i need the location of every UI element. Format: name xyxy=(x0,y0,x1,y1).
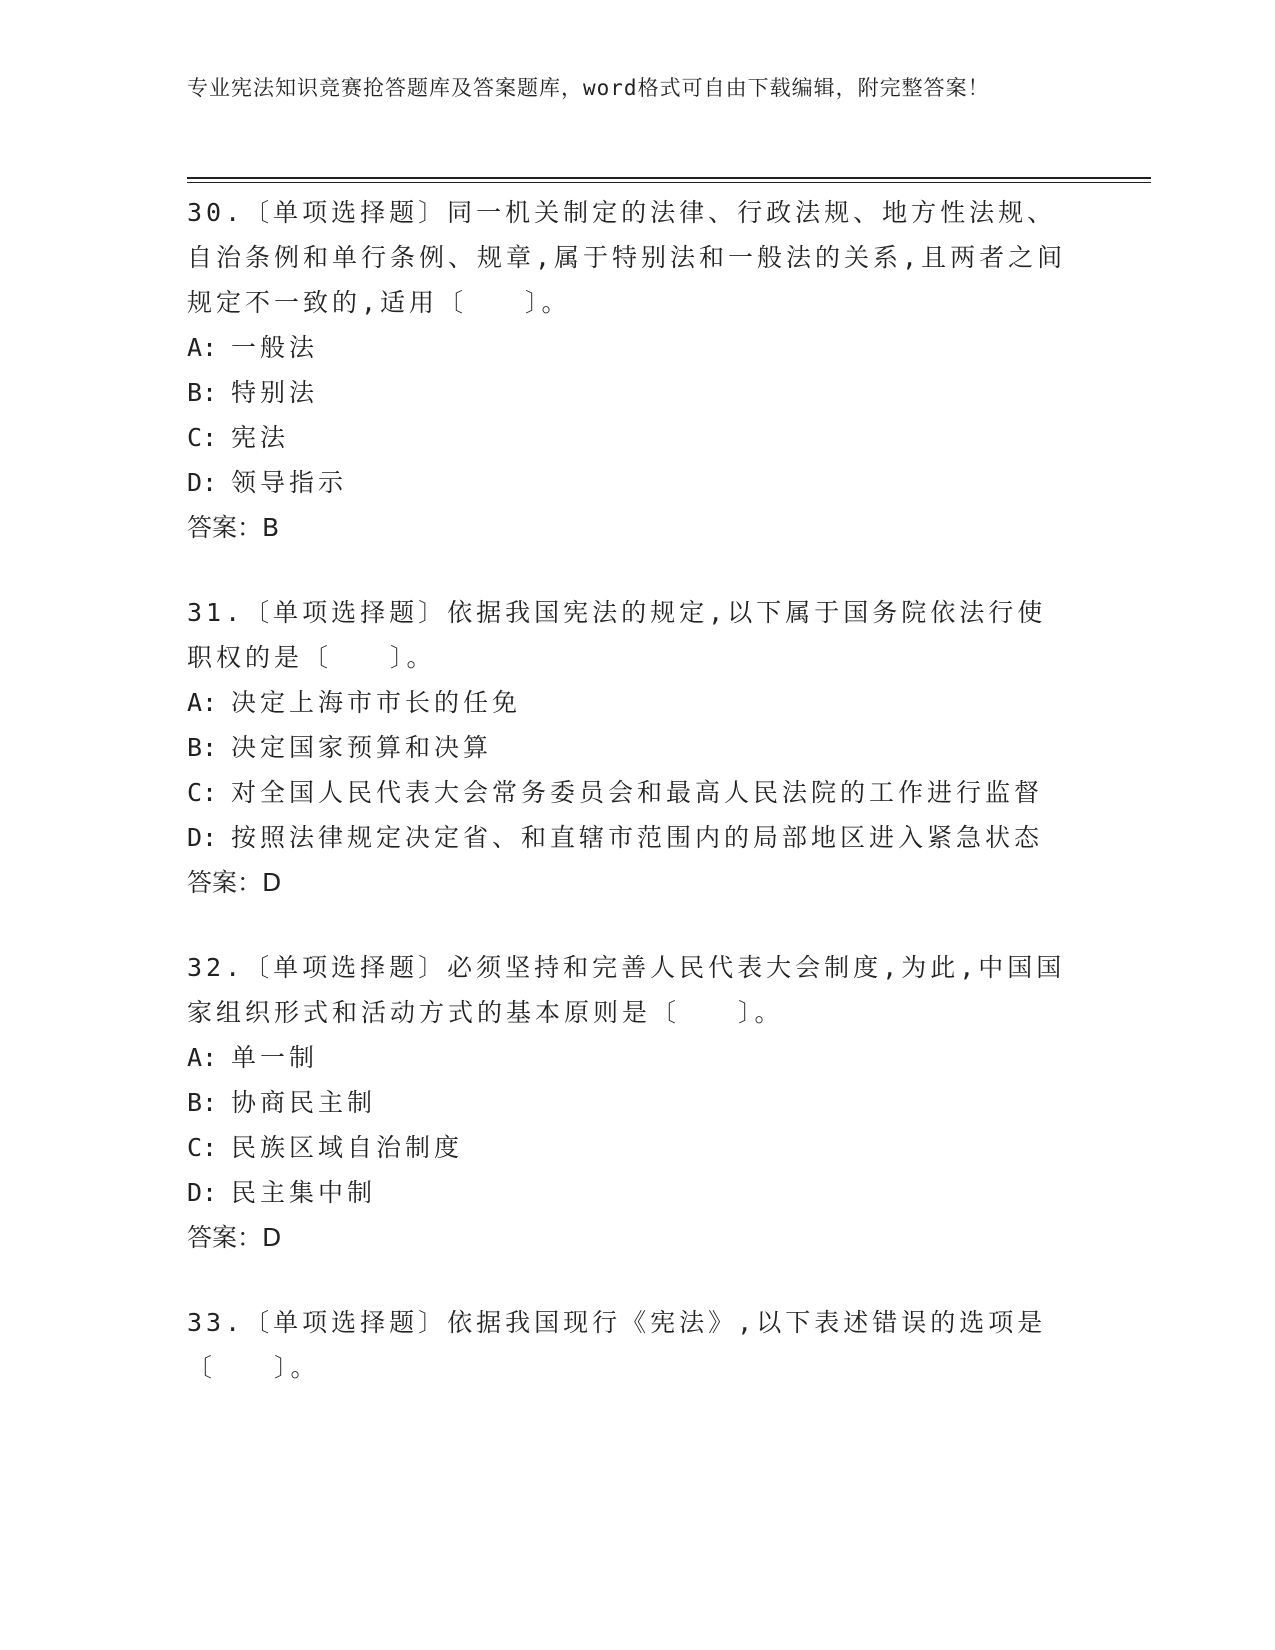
option-key: C: xyxy=(187,778,218,807)
option-text: 民主集中制 xyxy=(231,1178,377,1207)
option-text: 领导指示 xyxy=(231,468,348,497)
option-c xyxy=(187,415,1087,460)
option-text: 按照法律规定决定省、和直辖市范围内的局部地区进入紧急状态 xyxy=(231,823,1044,852)
answer: 答案：D xyxy=(187,1223,282,1252)
option-d xyxy=(187,460,1087,505)
option-text: 单一制 xyxy=(231,1043,319,1072)
answer: 答案：B xyxy=(187,513,280,542)
option-key: A: xyxy=(187,1043,218,1072)
question-31 xyxy=(187,590,1087,905)
option-key: D: xyxy=(187,1178,218,1207)
option-c xyxy=(187,770,1087,815)
option-key: B: xyxy=(187,378,218,407)
option-c xyxy=(187,1125,1087,1170)
option-key: C: xyxy=(187,1133,218,1162)
option-key: C: xyxy=(187,423,218,452)
question-text: 30.〔单项选择题〕同一机关制定的法律、行政法规、地方性法规、自治条例和单行条例、规章,属于特别法和一般法的关系,且两者之间规定不一致的,适用〔 〕。 xyxy=(187,198,1067,317)
option-key: A: xyxy=(187,688,218,717)
option-text: 对全国人民代表大会常务委员会和最高人民法院的工作进行监督 xyxy=(231,778,1044,807)
question-list xyxy=(187,190,1087,1430)
option-text: 特别法 xyxy=(231,378,319,407)
option-key: B: xyxy=(187,733,218,762)
header-divider-thin xyxy=(187,182,1151,183)
question-text: 31.〔单项选择题〕依据我国宪法的规定,以下属于国务院依法行使职权的是〔 〕。 xyxy=(187,598,1047,672)
option-key: B: xyxy=(187,1088,218,1117)
option-b xyxy=(187,1080,1087,1125)
question-text: 32.〔单项选择题〕必须坚持和完善人民代表大会制度,为此,中国国家组织形式和活动方式的基本原则是〔 〕。 xyxy=(187,953,1066,1027)
option-a xyxy=(187,680,1087,725)
option-text: 决定国家预算和决算 xyxy=(231,733,493,762)
option-a xyxy=(187,1035,1087,1080)
option-key: D: xyxy=(187,468,218,497)
question-30 xyxy=(187,190,1087,550)
option-b xyxy=(187,725,1087,770)
option-text: 一般法 xyxy=(231,333,319,362)
option-text: 宪法 xyxy=(231,423,290,452)
question-33 xyxy=(187,1300,1087,1390)
option-d xyxy=(187,815,1087,860)
option-d xyxy=(187,1170,1087,1215)
option-b xyxy=(187,370,1087,415)
header-divider-thick xyxy=(187,177,1151,179)
option-key: A: xyxy=(187,333,218,362)
option-key: D: xyxy=(187,823,218,852)
option-a xyxy=(187,325,1087,370)
document-header: 专业宪法知识竞赛抢答题库及答案题库，word格式可自由下载编辑，附完整答案！ xyxy=(187,76,990,100)
answer: 答案：D xyxy=(187,868,282,897)
option-text: 决定上海市市长的任免 xyxy=(231,688,522,717)
option-text: 协商民主制 xyxy=(231,1088,377,1117)
question-32 xyxy=(187,945,1087,1260)
option-text: 民族区域自治制度 xyxy=(231,1133,464,1162)
question-text: 33.〔单项选择题〕依据我国现行《宪法》,以下表述错误的选项是〔 〕。 xyxy=(187,1308,1047,1382)
